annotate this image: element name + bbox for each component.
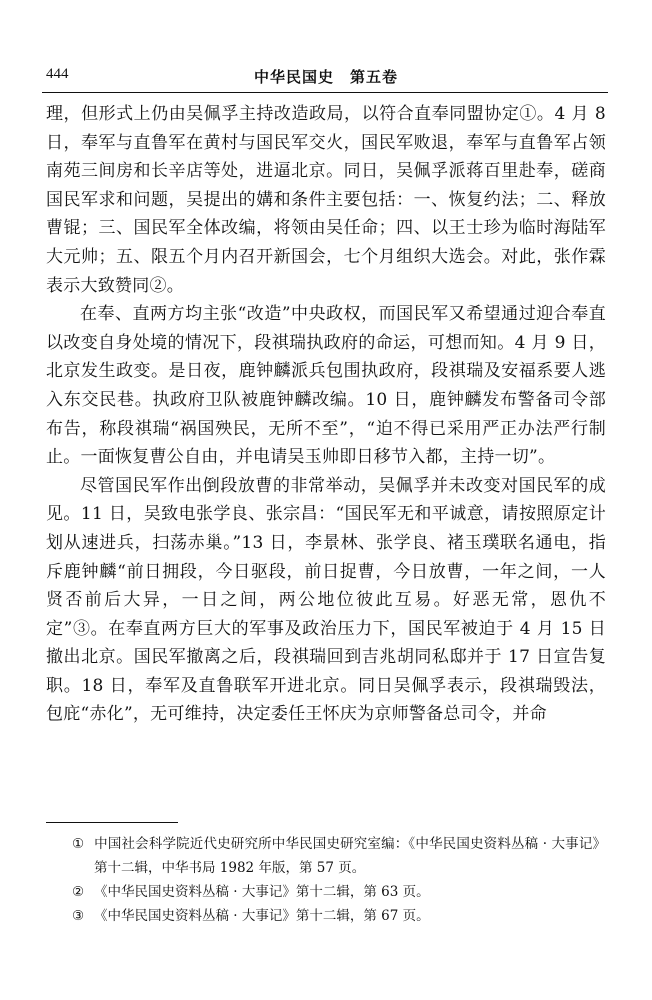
footnote-marker: ②	[72, 884, 85, 900]
page-header	[40, 66, 612, 92]
footnote-text: 《中华民国史资料丛稿 · 大事记》第十二辑，第 67 页。	[94, 908, 430, 924]
footnote-divider	[46, 822, 178, 823]
footnote-text: 《中华民国史资料丛稿 · 大事记》第十二辑，第 63 页。	[94, 884, 430, 900]
body-text	[46, 100, 606, 729]
footnotes	[46, 832, 606, 928]
footnote-item	[46, 904, 606, 928]
footnote-text: 中国社会科学院近代史研究所中华民国史研究室编：《中华民国史资料丛稿 · 大事记》第十二辑，中华书局 1982 年版，第 57 页。	[94, 836, 606, 876]
footnote-marker: ①	[72, 836, 85, 852]
paragraph: 在奉、直两方均主张“改造”中央政权，而国民军又希望通过迎合奉直以改变自身处境的情况下，段祺瑞执政府的命运，可想而知。4 月 9 日，北京发生政变。是日夜，鹿钟麟派兵包围执政府，段祺瑞及安福系要人逃入东交民巷。执政府卫队被鹿钟麟改编。10 日，鹿钟麟发布警备司令部布告，称段祺瑞“祸国殃民，无所不至”，“迫不得已采用严正办法严行制止。一面恢复曹公自由，并电请吴玉帅即日移节入都，主持一切”。	[46, 304, 606, 468]
header-divider	[42, 92, 608, 93]
running-title: 中华民国史 第五卷	[253, 68, 398, 86]
footnote-item	[46, 880, 606, 904]
paragraph: 尽管国民军作出倒段放曹的非常举动，吴佩孚并未改变对国民军的成见。11 日，吴致电张学良、张宗昌：“国民军无和平诚意，请按照原定计划从速进兵，扫荡赤巢。”13 日，李景林、张学良、褚玉璞联名通电，指斥鹿钟麟“前日拥段，今日驱段，前日捉曹，今日放曹，一年之间，一人贤否前后大异，一日之间，两公地位彼此互易。好恶无常，恩仇不定”③。在奉直两方巨大的军事及政治压力下，国民军被迫于 4 月 15 日撤出北京。国民军撤离之后，段祺瑞回到吉兆胡同私邸并于 17 日宣告复职。18 日，奉军及直鲁联军开进北京。同日吴佩孚表示，段祺瑞毁法，包庇“赤化”，无可维持，决定委任王怀庆为京师警备总司令，并命	[46, 475, 606, 725]
footnote-marker: ③	[72, 908, 85, 924]
footnote-item	[46, 832, 606, 880]
page-number: 444	[46, 66, 69, 82]
paragraph-continued: 理，但形式上仍由吴佩孚主持改造政局，以符合直奉同盟协定①。4 月 8 日，奉军与直鲁军在黄村与国民军交火，国民军败退，奉军与直鲁军占领南苑三间房和长辛店等处，进逼北京。同日，吴佩孚派蒋百里赴奉，磋商国民军求和问题，吴提出的媾和条件主要包括：一、恢复约法；二、释放曹锟；三、国民军全体改编，将领由吴任命；四、以王士珍为临时海陆军大元帅；五、限五个月内召开新国会，七个月组织大选会。对此，张作霖表示大致赞同②。	[46, 104, 606, 296]
